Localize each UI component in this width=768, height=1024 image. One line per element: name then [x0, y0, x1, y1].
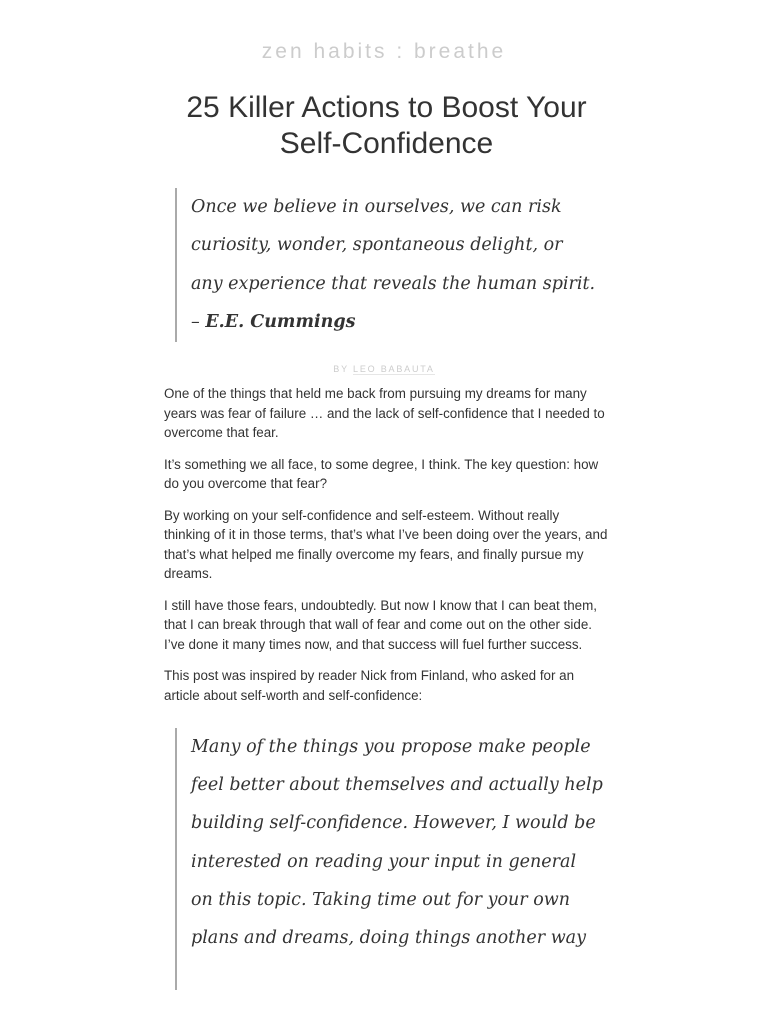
post-body [164, 384, 609, 717]
epigraph-quote [175, 188, 611, 342]
body-paragraph: I still have those fears, undoubtedly. But now I know that I can beat them, that I can break through that wall of fear and come out on the other side. I’ve done it many times now, and that success will fuel further success. [164, 597, 597, 652]
reader-quote-line: Many of the things you propose make people [191, 737, 591, 757]
body-paragraph: It’s something we all face, to some degree, I think. The key question: how do you overcome that fear? [164, 456, 599, 491]
reader-quote-line: plans and dreams, doing things another way [191, 928, 586, 949]
reader-quote-line: interested on reading your input in general [191, 851, 577, 872]
site-title-link[interactable]: zen habits : breathe [261, 40, 507, 63]
reader-quote-line: on this topic. Taking time out for your own [191, 889, 570, 910]
epigraph-attribution [191, 303, 611, 341]
reader-quote [175, 728, 611, 990]
byline [0, 363, 768, 375]
body-paragraph: By working on your self-confidence and self-esteem. Without really thinking of it in those terms, that’s what I’ve been doing over the years, and that’s what helped me finally overcome my fears, and finally pursue my dreams. [164, 507, 608, 581]
author-link[interactable]: LEO BABAUTA [353, 364, 435, 374]
body-paragraph: This post was inspired by reader Nick from Finland, who asked for an article about self-worth and self-confidence: [164, 668, 575, 703]
epigraph-dash: – [191, 312, 206, 333]
byline-prefix: BY [333, 364, 354, 374]
epigraph-author: E.E. Cummings [205, 312, 356, 333]
epigraph-line: Once we believe in ourselves, we can risk [191, 197, 562, 217]
reader-quote-line: feel better about themselves and actually help [191, 775, 603, 796]
post-title: 25 Killer Actions to Boost Your Self-Confidence [186, 91, 587, 160]
body-paragraph: One of the things that held me back from pursuing my dreams for many years was fear of failure … and the lack of self-confidence that I needed to overcome that fear. [164, 386, 605, 440]
reader-quote-line: building self-confidence. However, I would be [191, 813, 596, 834]
epigraph-line: any experience that reveals the human spirit. [191, 273, 596, 294]
epigraph-line: curiosity, wonder, spontaneous delight, or [191, 235, 563, 256]
